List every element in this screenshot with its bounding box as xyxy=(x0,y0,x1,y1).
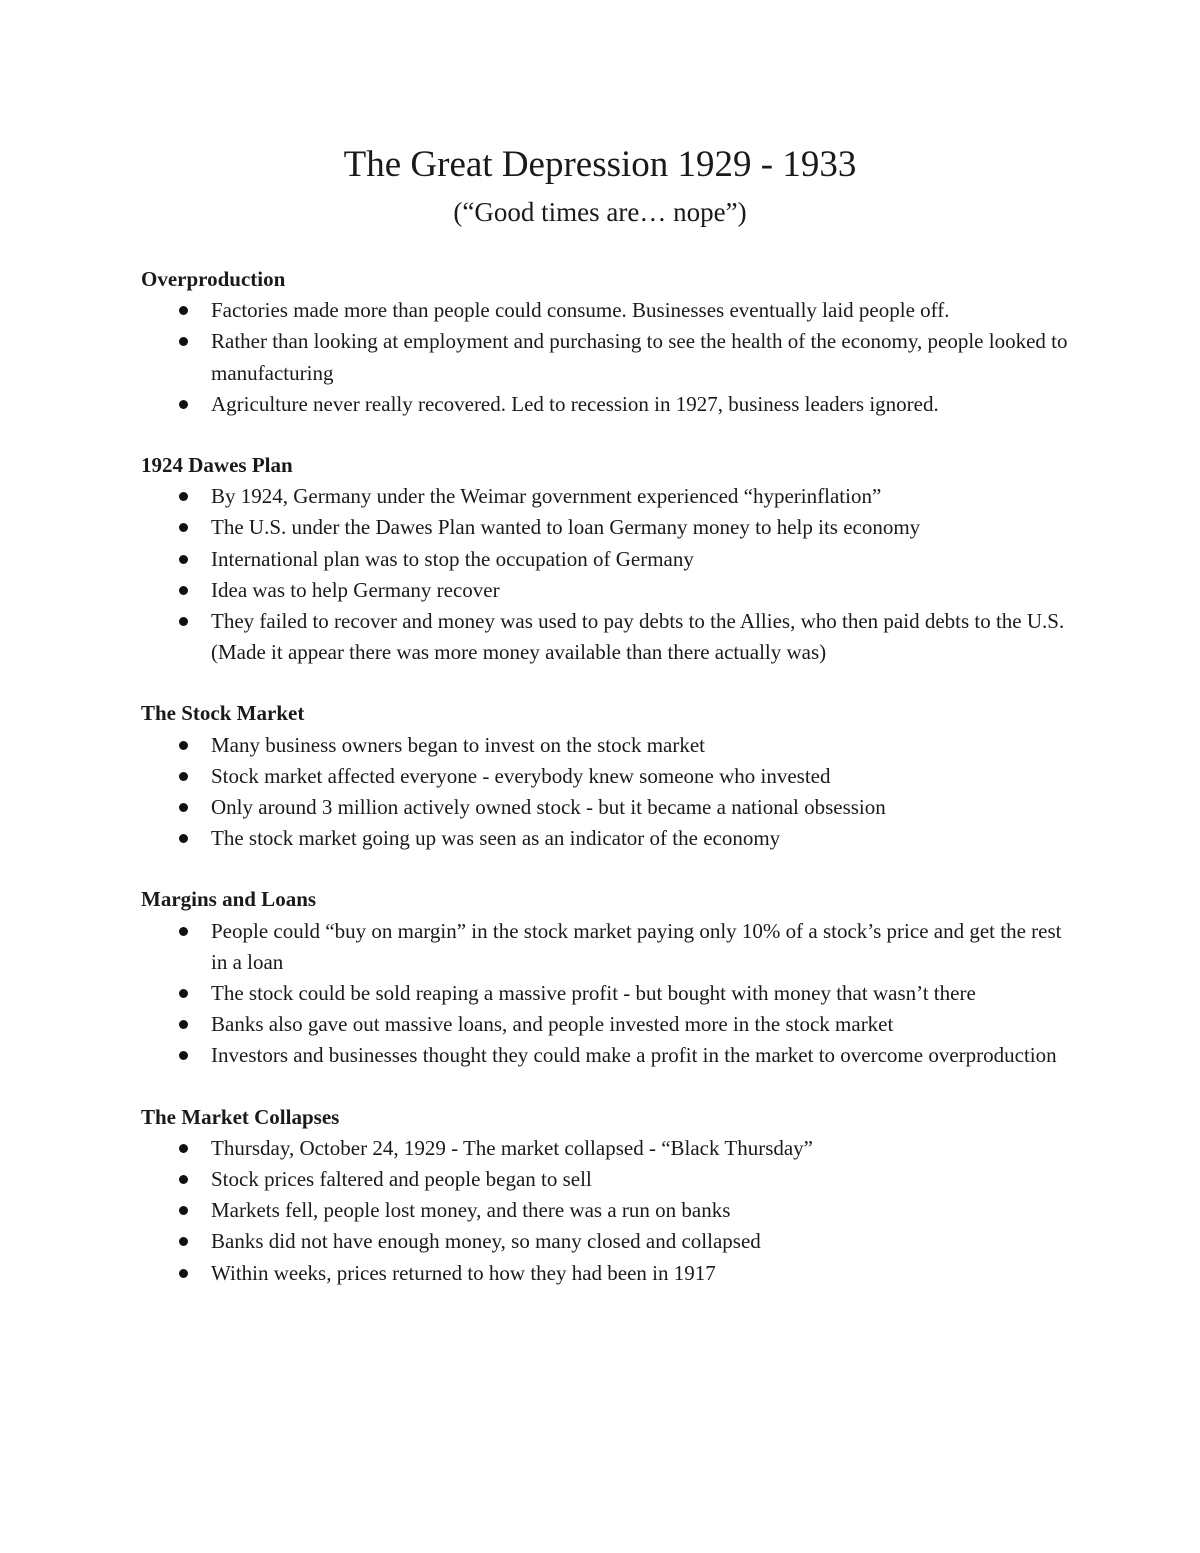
bullet-list xyxy=(141,481,1081,668)
bullet-icon xyxy=(179,989,188,998)
section-heading: Overproduction xyxy=(141,267,286,291)
list-item-text: Factories made more than people could consume. Businesses eventually laid people off. xyxy=(211,298,950,323)
list-item-text: Stock prices faltered and people began to sell xyxy=(211,1167,592,1192)
bullet-list xyxy=(141,730,1081,855)
bullet-icon xyxy=(179,772,188,781)
bullet-icon xyxy=(179,306,188,315)
list-item xyxy=(141,326,1071,388)
section-dawes-plan xyxy=(141,450,1081,668)
bullet-icon xyxy=(179,1269,188,1278)
section-heading: 1924 Dawes Plan xyxy=(141,453,293,478)
list-item-text: The U.S. under the Dawes Plan wanted to loan Germany money to help its economy xyxy=(211,515,921,540)
list-item xyxy=(141,1258,1071,1289)
list-item-text: Only around 3 million actively owned stock - but it became a national obsession xyxy=(211,795,886,820)
bullet-list xyxy=(141,295,1081,420)
section-overproduction xyxy=(141,264,1081,420)
bullet-icon xyxy=(179,741,188,750)
section-heading: The Stock Market xyxy=(141,701,305,726)
bullet-icon xyxy=(179,492,188,501)
section-heading: Margins and Loans xyxy=(141,887,317,912)
list-item xyxy=(141,389,1071,420)
list-item xyxy=(141,823,1071,854)
list-item-text: Investors and businesses thought they could make a profit in the market to overcome overproduction xyxy=(211,1043,1057,1068)
list-item-text: Markets fell, people lost money, and there was a run on banks xyxy=(211,1198,731,1223)
list-item-text: Within weeks, prices returned to how they had been in 1917 xyxy=(211,1260,716,1285)
section-market-collapses xyxy=(141,1102,1081,1289)
list-item-text: Agriculture never really recovered. Led to recession in 1927, business leaders ignored. xyxy=(211,391,939,416)
section-margins-and-loans xyxy=(141,884,1081,1071)
list-item xyxy=(141,730,1071,761)
list-item-text: People could “buy on margin” in the stock market paying only 10% of a stock’s price and get the rest in a loan xyxy=(211,918,1062,974)
bullet-icon xyxy=(179,523,188,532)
bullet-icon xyxy=(179,555,188,564)
list-item xyxy=(141,1226,1071,1257)
list-item-text: Idea was to help Germany recover xyxy=(211,577,500,602)
list-item-text: International plan was to stop the occupation of Germany xyxy=(211,546,694,571)
bullet-icon xyxy=(179,1206,188,1215)
list-item-text: The stock could be sold reaping a massive profit - but bought with money that wasn’t there xyxy=(211,981,976,1006)
section-heading: The Market Collapses xyxy=(141,1104,340,1129)
list-item xyxy=(141,1164,1071,1195)
list-item-text: Banks also gave out massive loans, and people invested more in the stock market xyxy=(211,1012,894,1037)
page-subtitle: (“Good times are… nope”) xyxy=(453,197,747,227)
bullet-icon xyxy=(179,834,188,843)
notes-content xyxy=(141,264,1081,1319)
list-item-text: By 1924, Germany under the Weimar government experienced “hyperinflation” xyxy=(211,484,882,509)
bullet-icon xyxy=(179,586,188,595)
list-item-text: Stock market affected everyone - everybody knew someone who invested xyxy=(211,763,831,788)
list-item xyxy=(141,606,1071,668)
bullet-icon xyxy=(179,337,188,346)
list-item xyxy=(141,978,1071,1009)
list-item xyxy=(141,512,1071,543)
list-item xyxy=(141,575,1071,606)
bullet-icon xyxy=(179,927,188,936)
list-item xyxy=(141,295,1071,326)
bullet-icon xyxy=(179,1237,188,1246)
list-item xyxy=(141,1133,1071,1164)
bullet-icon xyxy=(179,1175,188,1184)
list-item xyxy=(141,1195,1071,1226)
list-item-text: The stock market going up was seen as an indicator of the economy xyxy=(211,826,781,851)
list-item-text: Thursday, October 24, 1929 - The market collapsed - “Black Thursday” xyxy=(211,1135,814,1160)
list-item xyxy=(141,1009,1071,1040)
bullet-icon xyxy=(179,1020,188,1029)
page-title: The Great Depression 1929 - 1933 xyxy=(343,144,857,185)
list-item xyxy=(141,481,1071,512)
bullet-icon xyxy=(179,803,188,812)
list-item xyxy=(141,544,1071,575)
list-item-text: They failed to recover and money was used to pay debts to the Allies, who then paid debts to the U.S. (Made it appear there was more money available than there actually was) xyxy=(211,609,1065,665)
bullet-icon xyxy=(179,1144,188,1153)
list-item xyxy=(141,761,1071,792)
list-item-text: Rather than looking at employment and purchasing to see the health of the economy, people looked to manufacturing xyxy=(211,329,1068,385)
list-item xyxy=(141,792,1071,823)
list-item-text: Banks did not have enough money, so many closed and collapsed xyxy=(211,1229,761,1254)
section-stock-market xyxy=(141,698,1081,854)
bullet-icon xyxy=(179,1051,188,1060)
bullet-list xyxy=(141,916,1081,1072)
list-item xyxy=(141,1040,1071,1071)
list-item-text: Many business owners began to invest on the stock market xyxy=(211,732,705,757)
bullet-list xyxy=(141,1133,1081,1289)
bullet-icon xyxy=(179,400,188,409)
bullet-icon xyxy=(179,617,188,626)
list-item xyxy=(141,916,1071,978)
